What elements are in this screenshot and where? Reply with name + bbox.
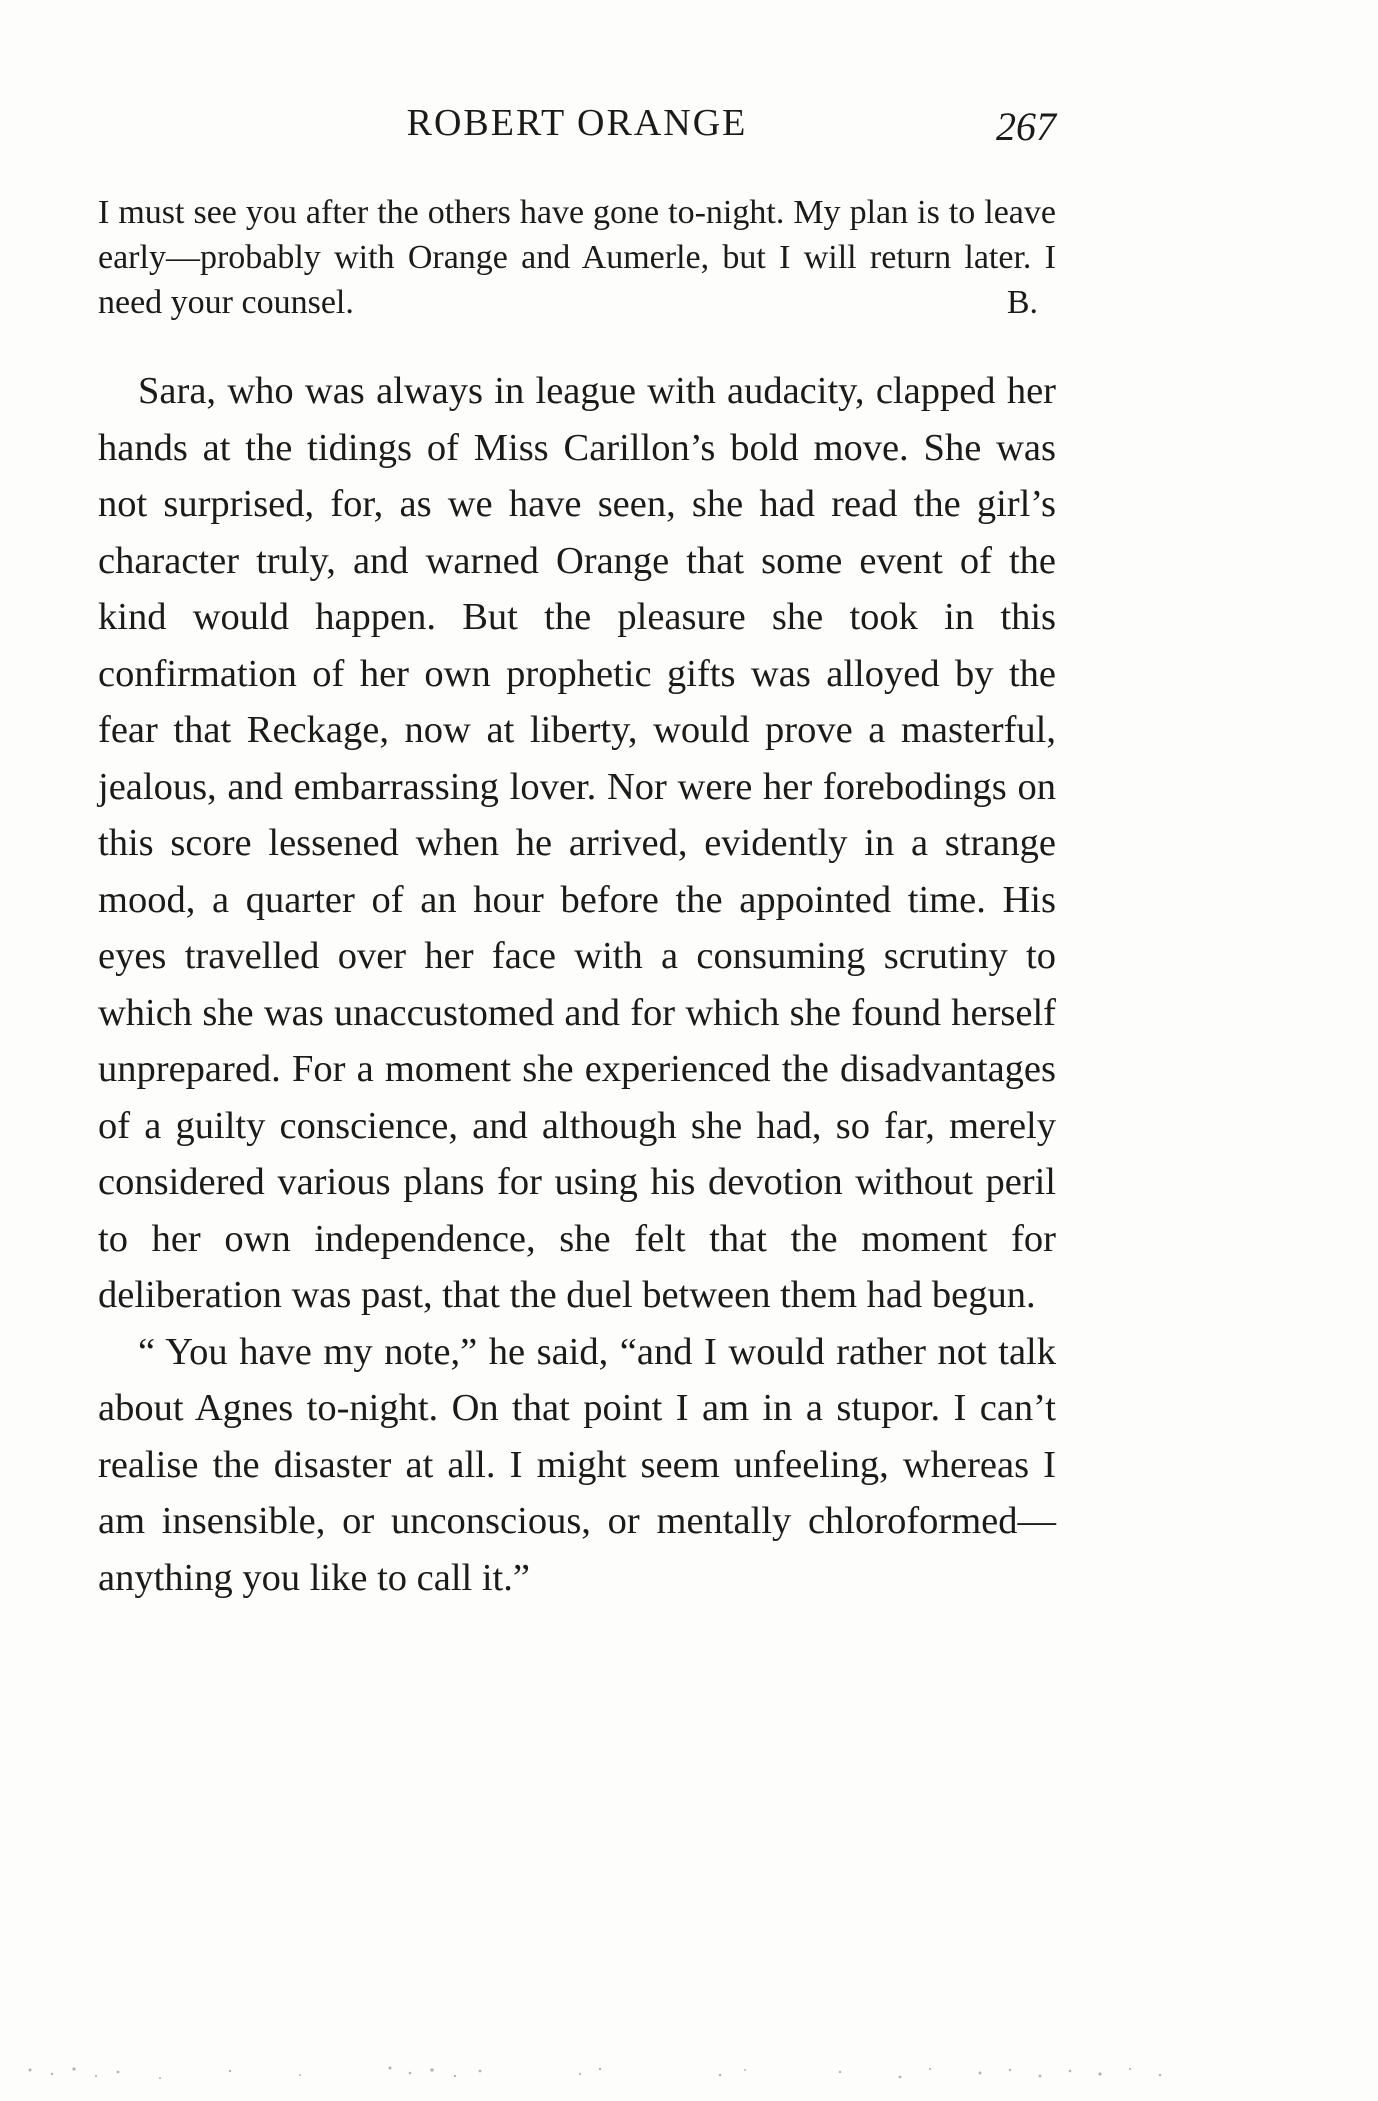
note-signature: B.	[1006, 284, 1038, 321]
body-text	[98, 190, 1056, 1606]
note-text: I must see you after the others have gone to-night. My plan is to leave early—probably with Orange and Aumerle, but I will return later. I need your counsel.	[98, 194, 1056, 321]
quoted-note	[98, 190, 1056, 325]
paragraph: Sara, who was always in league with audacity, clapped her hands at the tidings of Miss Carillon’s bold move. She was not surprised, for, as we have seen, she had read the girl’s character truly, and warned Orange that some event of the kind would happen. But the pleasure she took in this confirmation of her own prophetic gifts was alloyed by the fear that Reckage, now at liberty, would prove a masterful, jealous, and embarrassing lover. Nor were her forebodings on this score lessened when he arrived, evidently in a strange mood, a quarter of an hour before the appointed time. His eyes travelled over her face with a consuming scrutiny to which she was unaccustomed and for which she found herself unprepared. For a moment she experienced the disadvantages of a guilty conscience, and although she had, so far, merely considered various plans for using his devotion without peril to her own independence, she felt that the moment for deliberation was past, that the duel between them had begun.	[98, 370, 1056, 1316]
paragraph: “ You have my note,” he said, “and I would rather not talk about Agnes to-night. On that point I am in a stupor. I can’t realise the disaster at all. I might seem unfeeling, whereas I am insensible, or unconscious, or mentally chloroformed—anything you like to call it.”	[98, 1330, 1056, 1599]
scan-noise	[0, 2060, 1378, 2101]
page-header	[98, 96, 1056, 156]
running-title: ROBERT ORANGE	[406, 102, 748, 144]
page-number: 267	[996, 104, 1056, 149]
